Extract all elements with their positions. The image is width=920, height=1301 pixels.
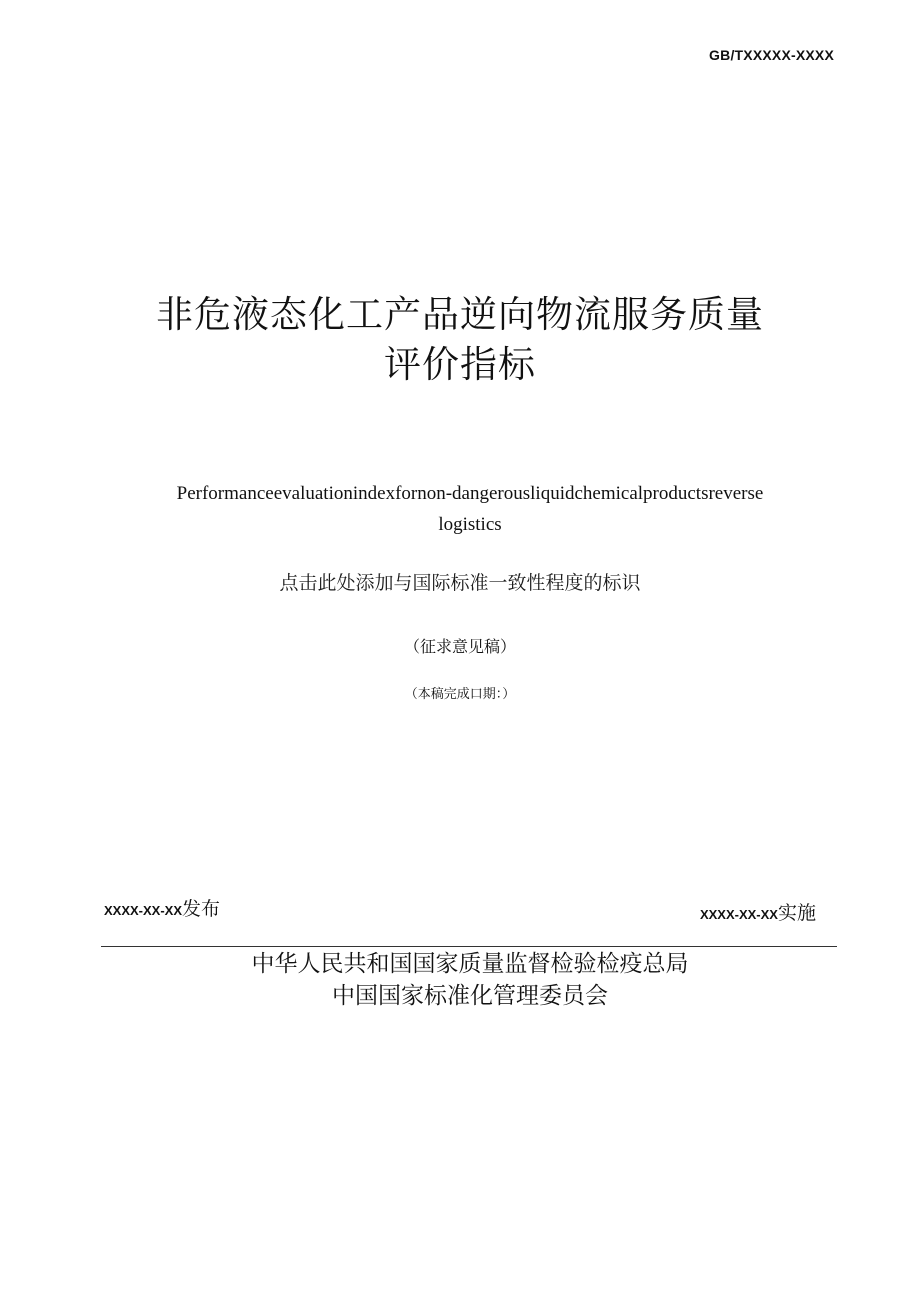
draft-status: （征求意见稿） [403, 637, 516, 656]
divider-line [101, 946, 837, 947]
implementation-date-label: 实施 [777, 902, 816, 924]
issue-date [104, 894, 220, 921]
english-title-line-2: logistics [438, 514, 502, 535]
publisher-line-2: 中国国家标准化管理委员会 [332, 983, 608, 1009]
consistency-placeholder[interactable]: 点击此处添加与国际标准一致性程度的标识 [279, 572, 641, 594]
english-title [120, 478, 820, 540]
publisher-block [0, 948, 920, 1012]
chinese-title-line-1: 非危液态化工产品逆向物流服务质量 [156, 293, 764, 336]
issue-date-label: 发布 [182, 898, 221, 920]
implementation-date [700, 898, 816, 925]
issue-date-code: XXXX-XX-XX [104, 903, 183, 918]
english-title-line-1: Performanceevaluationindexfornon-dangerousliquidchemicalproductsreverse [176, 483, 764, 504]
implementation-date-code: XXXX-XX-XX [699, 907, 778, 922]
chinese-title-line-2: 评价指标 [384, 343, 536, 386]
chinese-title [0, 290, 920, 390]
dates-row [104, 894, 816, 924]
standard-number: GB/TXXXXX-XXXX [709, 47, 834, 63]
draft-completion-date: （本稿完成口期：） [404, 687, 516, 702]
publisher-line-1: 中华人民共和国国家质量监督检验检疫总局 [251, 951, 689, 977]
